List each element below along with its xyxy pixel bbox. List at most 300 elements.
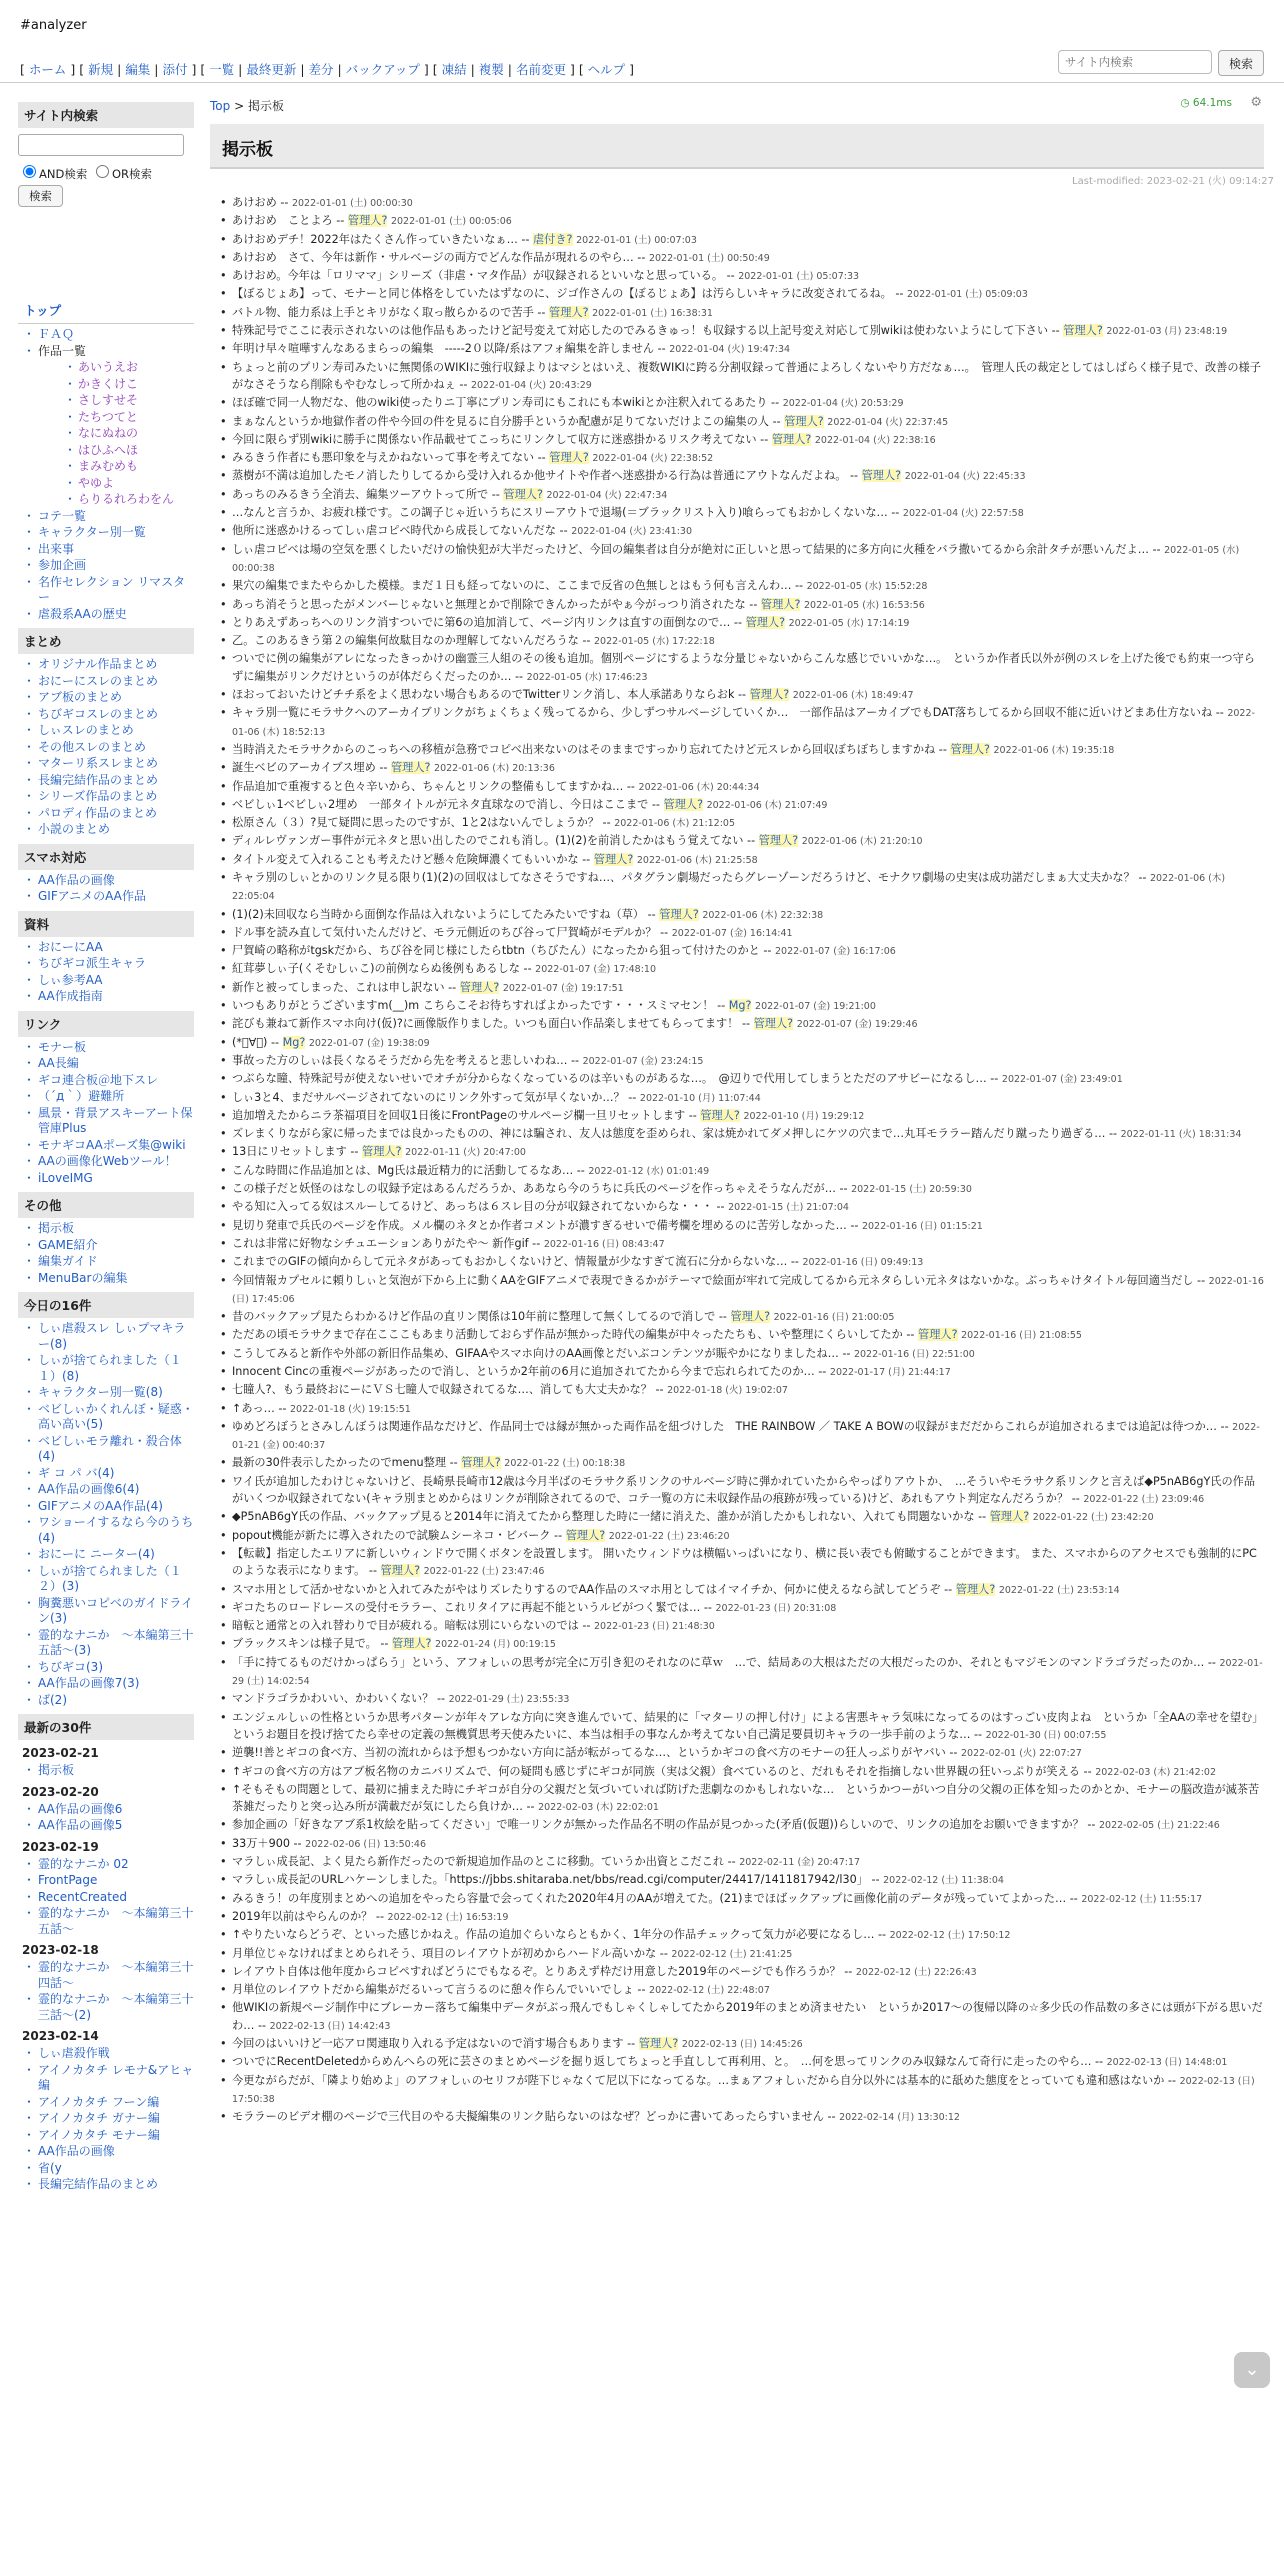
comment-date: 2022-01-29 (土) 23:55:33: [448, 1694, 570, 1706]
sidebar-item[interactable]: ・ ＦＡＱ: [18, 327, 194, 343]
comment-item: • 「手に持てるものだけかっぱらう」という、アフォしぃの思考が完全に万引き犯のそれなのに草ｗ …で、結局あの大根はただの大根だったのか、それともマジモンのマンドラゴラだったのか… -- 2022-01-29 (土) 14:02:54: [210, 1654, 1264, 1691]
sidebar-section-list: [18, 940, 194, 1005]
comment-text: あけおめ さて、今年は新作・サルベージの両方でどんな作品が現れるのやら…: [232, 250, 634, 264]
page-title-bar: [210, 124, 1264, 169]
comment-date: 2022-01-04 (火) 22:38:52: [592, 453, 714, 465]
comment-text: 松原さん（３）?見て疑問に思ったのですが、1と2はないんでしょうか？: [232, 816, 599, 830]
comment-text: ↑ギコの食べ方の方はアブ板名物のカニバリズムで、何の疑問も感じずにギコが同族（実は父親）食べているのと、だれもそれを指摘しない世界観の狂いっぷりが笑える: [232, 1764, 1080, 1778]
comment-author[interactable]: 管理人?: [549, 305, 589, 319]
nav-link[interactable]: ホーム: [28, 62, 67, 77]
comment-date: 2022-01-22 (土) 23:46:20: [608, 1530, 730, 1542]
top-search: [1058, 50, 1264, 76]
comment-text: 七瞳人?、もう最終おにーにＶＳ七瞳人で収録されてるな…、消しても大丈夫かな？: [232, 1383, 652, 1397]
recent-link[interactable]: ・ 霊的なナニか ～本編第三十四話～: [18, 1960, 194, 1991]
comment-date: 2022-01-17 (月) 21:44:17: [829, 1367, 951, 1378]
nav-link[interactable]: 最終更新: [246, 62, 297, 77]
comment-item: • 今回に限らず別wikiに勝手に関係ない作品載せてこっちにリンクして収方に迷惑掛かるリスク考えてない -- 管理人? 2022-01-04 (火) 22:38:16: [210, 431, 1264, 449]
comment-date: 2022-01-06 (木) 22:05:04: [232, 872, 1226, 903]
sidebar-link[interactable]: ・ パロディ作品のまとめ: [18, 806, 194, 822]
sidebar-item: ・ 作品一覧: [18, 344, 194, 360]
breadcrumb: [210, 97, 284, 114]
sidebar-item[interactable]: ・ かきくけこ: [18, 377, 194, 393]
comment-item: • ↑ギコの食べ方の方はアブ板名物のカニバリズムで、何の疑問も感じずにギコが同族（実は父親）食べているのと、だれもそれを指摘しない世界観の狂いっぷりが笑える -- 2022-02-03 (木) 21:42:02: [210, 1763, 1264, 1781]
comment-date: 2022-01-07 (金) 19:17:51: [502, 982, 624, 994]
sidebar-link[interactable]: ・ ベビしぃモラ離れ・殺合体(4): [18, 1434, 194, 1465]
comment-date: 2022-02-03 (木) 22:02:01: [538, 1802, 659, 1814]
sidebar-section-heading: その他: [18, 1192, 194, 1218]
comment-author[interactable]: 管理人?: [1063, 324, 1103, 338]
nav-link[interactable]: 添付: [162, 62, 188, 77]
comment-date: 2022-02-12 (土) 11:38:04: [883, 1875, 1004, 1887]
scroll-to-top-button[interactable]: [1234, 2352, 1270, 2388]
comment-item: • しぃ3と4、まだサルベージされてないのにリンク外すって気が早くないか…？ -- 2022-01-10 (月) 11:07:44: [210, 1089, 1264, 1107]
comment-item: • 今更ながらだが、「隣より始めよ」のアフォしぃのセリフが陛下じゃなくて尼以下になってるな。…まぁアフォしぃだから自分以外には基本的に舐めた態度をとっていても違和感はないか -- 2022-02-13 (日) 17:50:38: [210, 2072, 1264, 2109]
clock-icon: ◷: [1180, 97, 1190, 109]
sidebar-link[interactable]: ・ ワショーイするなら今のうち(4): [18, 1515, 194, 1546]
sidebar-link[interactable]: ・ しぃ虐殺スレ しぃプマキラー(8): [18, 1321, 194, 1352]
comment-author[interactable]: Mg?: [728, 999, 752, 1013]
top-search-input[interactable]: [1058, 50, 1212, 74]
recent-link[interactable]: ・ しぃ虐殺作戦: [18, 2046, 194, 2062]
comment-author[interactable]: 管理人?: [663, 797, 704, 811]
comment-author[interactable]: 管理人?: [549, 451, 589, 465]
comment-item: • あけおめ -- 2022-01-01 (土) 00:00:30: [210, 194, 1264, 212]
comment-author[interactable]: 管理人?: [760, 597, 801, 611]
nav-link[interactable]: ヘルプ: [587, 62, 626, 77]
comment-text: あっち消そうと思ったがメンバーじゃないと無理とかで削除できんかったがやぁ今がっつり消されたな: [232, 597, 746, 611]
comment-text: まぁなんというか地獄作者の件や今回の件を見るに自分勝手というか配慮が足りてないだけよこの編集の人: [232, 414, 770, 428]
comment-author[interactable]: 管理人?: [784, 414, 824, 428]
sidebar-item[interactable]: ・ なにぬねの: [18, 426, 194, 442]
nav-link[interactable]: 一覧: [209, 62, 235, 77]
nav-group: [ 新規 | 編集 | 添付 ]: [79, 62, 197, 77]
recent-link[interactable]: ・ 霊的なナニか ～本編第三十五話～: [18, 1906, 194, 1937]
comment-item: • 暗転と通常との入れ替わりで目が疲れる。暗転は別にいらないのでは -- 2022-01-23 (日) 21:48:30: [210, 1617, 1264, 1635]
comment-author[interactable]: 管理人?: [861, 469, 902, 483]
sidebar-link[interactable]: ・ その他スレのまとめ: [18, 740, 194, 756]
comment-date: 2022-01-29 (土) 14:02:54: [232, 1657, 1263, 1688]
comment-item: • 昔のバックアップ見たらわかるけど作品の直リン関係は10年前に整理して無くしてるので消しで -- 管理人? 2022-01-16 (日) 21:00:05: [210, 1308, 1264, 1326]
comment-author[interactable]: 虐付き?: [532, 232, 573, 246]
nav-link[interactable]: 編集: [125, 62, 151, 77]
comment-text: マンドラゴラかわいい、かわいくない？: [232, 1692, 434, 1706]
breadcrumb-top-link[interactable]: Top: [210, 99, 231, 113]
comment-date: 2022-01-16 (日) 22:51:00: [853, 1348, 975, 1360]
sidebar-link[interactable]: ・ モナー板: [18, 1040, 194, 1056]
comment-item: • ちょっと前のプリン寿司みたいに無関係のWIKIに強行収録よりはマシとはいえ、複数WIKIに跨る分割収録って普通によろしくないやり方だなぁ…。 管理人氏の裁定としてはしばらく様子見で、改善の様子がなさそうなら削除もやむなしって所かねぇ -- 2022-01-04 (火) 20:43:29: [210, 359, 1264, 395]
comment-item: • 逆襲!!善とギコの食べ方、当初の流れからは予想もつかない方向に話が転がってるな…、というかギコの食べ方のモナーの狂人っぷりがヤバい -- 2022-02-01 (火) 22:07:27: [210, 1744, 1264, 1762]
sidebar-search-button[interactable]: 検索: [18, 185, 63, 207]
sidebar-item[interactable]: ・ まみむめも: [18, 459, 194, 475]
comment-item: • 蒸樹が不満は追加したモノ消したりしてるから受け入れるか他サイトや作者へ迷惑掛かる行為は普通にアウトなんだよね。 -- 管理人? 2022-01-04 (火) 22:45:33: [210, 467, 1264, 485]
chevron-down-icon: ⌄: [1244, 2359, 1260, 2380]
comment-item: • ドル事を読み直して気付いたんだけど、モラ元側近のちび谷って尸賀崎がモデルか？ -- 2022-01-07 (金) 16:14:41: [210, 924, 1264, 942]
comment-author[interactable]: 管理人?: [700, 1108, 740, 1122]
comment-date: 2022-01-04 (火) 20:43:29: [470, 379, 592, 391]
comment-date: 2022-01-16 (日) 21:08:55: [961, 1330, 1082, 1342]
nav-link[interactable]: 複製: [478, 62, 504, 77]
comment-author[interactable]: 管理人?: [390, 761, 431, 775]
comment-date: 2022-01-07 (金) 17:48:10: [535, 964, 657, 976]
recent-list: [18, 1763, 194, 1779]
sidebar-link[interactable]: ・ ギ コ パ バ(4): [18, 1466, 194, 1482]
comment-author[interactable]: 管理人?: [461, 1456, 501, 1470]
comment-item: • ゆめどろぼうとさみしんぼうは関連作品なだけど、作品同士では縁が無かった両作品を紐づけした THE RAINBOW ／ TAKE A BOWの収録がまだだからこれらが追加されるまでは追記は待つか… -- 2022-01-21 (金) 00:40:37: [210, 1418, 1264, 1455]
sidebar-link[interactable]: ・ しぃ参考AA: [18, 973, 194, 989]
sidebar-sections: [18, 628, 194, 1740]
sidebar-section-heading: 資料: [18, 911, 194, 937]
comment-author[interactable]: 管理人?: [593, 852, 634, 866]
sidebar-top-items: [18, 327, 194, 622]
sidebar-link[interactable]: ・ AAの画像化Webツール！: [18, 1154, 194, 1170]
sidebar-item[interactable]: ・ 出来事: [18, 542, 194, 558]
comment-item: • 今回のはいいけど一応アロ関連取り入れる予定はないので消す場合もあります -- 管理人? 2022-02-13 (日) 14:45:26: [210, 2035, 1264, 2053]
comment-item: • (*ﾟ∀ﾟ) -- Mg? 2022-01-07 (金) 19:38:09: [210, 1034, 1264, 1052]
comment-author[interactable]: 管理人?: [503, 487, 543, 501]
comment-date: 2022-01-05 (水) 17:14:19: [788, 617, 910, 629]
comment-author[interactable]: 管理人?: [753, 1017, 794, 1031]
comment-date: 2022-01-22 (土) 23:47:46: [423, 1566, 545, 1578]
recent-link[interactable]: ・ 省(y: [18, 2161, 194, 2177]
sidebar-search-input[interactable]: [18, 134, 184, 156]
and-search-radio[interactable]: [23, 165, 36, 178]
comment-text: ズレまくりながら家に帰ったまでは良かったものの、神には騙され、友人は態度を歪められ、家は焼かれてダメ押しにケツの穴まで…丸耳モララー踏んだり蹴ったり過ぎる…: [232, 1127, 1106, 1141]
render-time: [1180, 97, 1232, 109]
comment-text: 「手に持てるものだけかっぱらう」という、アフォしぃの思考が完全に万引き犯のそれなのに草ｗ …で、結局あの大根はただの大根だったのか、それともマジモンのマンドラゴラだったのか…: [232, 1655, 1205, 1669]
recent-link[interactable]: ・ 掲示板: [18, 1763, 194, 1779]
sidebar-link[interactable]: ・ GIFアニメのAA作品: [18, 889, 194, 905]
sidebar-item[interactable]: ・ たちつてと: [18, 410, 194, 426]
sidebar-item[interactable]: ・ 名作セレクション リマスター: [18, 575, 194, 606]
comment-text: キャラ別のしぃとかのリンク見る限り(1)(2)の回収はしてなさそうですね…、パタグラン劇場だったらグレーゾーンだろうけど、モナクワ劇場の史実は成功諾だしまぁ大丈夫かな？: [232, 870, 1135, 884]
comment-date: 2022-01-21 (金) 00:40:37: [232, 1421, 1260, 1452]
comment-text: ワイ氏が追加したわけじゃないけど、長崎県長崎市12歳は今月半ばのモラサク系リンクのサルベージ時に弾かれていたからやっぱりアウトか、 …そういやモラサク系リンクと言えば◆P5nAB6gY氏の作品がいくつか収録されてない(キャラ別まとめからはリンクが削除されてるので、コテ一覧の方に未収録作品の痕跡が残っている)けど、あれもアウト判定なんだろうか？: [232, 1474, 1256, 1506]
comment-item: • とりあえずあっちへのリンク消すついでに第6の追加消して、ページ内リンクは直すの面倒なので… -- 管理人? 2022-01-05 (水) 17:14:19: [210, 614, 1264, 632]
nav-link[interactable]: 名前変更: [515, 62, 566, 77]
comment-item: • いつもありがとうございますm(__)m こちらこそお待ちすればよかったです・・・スミマセン！ -- Mg? 2022-01-07 (金) 19:21:00: [210, 997, 1264, 1015]
sidebar-link[interactable]: ・ 霊的なナニか ～本編第三十五話～(3): [18, 1628, 194, 1659]
comment-text: ブラックスキンは様子見で。: [232, 1637, 377, 1651]
comment-text: 事故った方のしぃは長くなるそうだから先を考えると悲しいわね…: [232, 1053, 568, 1067]
recent-link[interactable]: ・ FrontPage: [18, 1873, 194, 1889]
recent-list: [18, 1857, 194, 1938]
comment-date: 2022-01-04 (火) 22:38:16: [814, 434, 936, 446]
comment-date: 2022-01-15 (土) 21:07:04: [728, 1202, 849, 1214]
nav-group: [ ホーム ]: [20, 62, 76, 77]
comment-text: キャラ別一覧にモラサクへのアーカイブリンクがちょくちょく残ってるから、少しずつサルベージしていくか… 一部作品はアーカイブでもDAT落ちしてるから回収不能に近いけどまあ仕方ないね: [232, 706, 1213, 720]
sidebar-link[interactable]: ・ おにーにスレのまとめ: [18, 674, 194, 690]
comment-date: 2022-01-04 (火) 23:41:30: [571, 526, 693, 538]
comment-date: 2022-01-16 (日) 01:15:21: [861, 1220, 983, 1232]
comment-text: 今回に限らず別wikiに勝手に関係ない作品載せてこっちにリンクして収方に迷惑掛かるリスク考えてない: [232, 432, 757, 446]
recent-date: 2023-02-14: [22, 2029, 99, 2043]
sidebar-item[interactable]: ・ らりるれろわをん: [18, 492, 194, 508]
comment-date: 2022-01-04 (火) 22:57:58: [902, 508, 1024, 520]
comment-text: ゆめどろぼうとさみしんぼうは関連作品なだけど、作品同士では縁が無かった両作品を紐づけした THE RAINBOW ／ TAKE A BOWの収録がまだだからこれらが追加されるまでは追記は待つか…: [232, 1419, 1217, 1433]
sidebar-section-list: [18, 1221, 194, 1286]
comment-text: 暗転と通常との入れ替わりで目が疲れる。暗転は別にいらないのでは: [232, 1619, 579, 1633]
sidebar-link[interactable]: ・ オリジナル作品まとめ: [18, 657, 194, 673]
comment-text: 追加増えたからニラ茶福項目を回収1日後にFrontPageのサルページ欄一旦リセットします: [232, 1108, 686, 1122]
comment-item: • ディルレヴァンガー事件が元ネタと思い出したのでこれも消し。(1)(2)を前消したかはもう覚えてない -- 管理人? 2022-01-06 (木) 21:20:10: [210, 832, 1264, 850]
sidebar-link[interactable]: ・ AA作成指南: [18, 989, 194, 1005]
sidebar-link[interactable]: ・ （´д｀）避難所: [18, 1089, 194, 1105]
sidebar-link[interactable]: ・ アブ板のまとめ: [18, 690, 194, 706]
comment-item: • 誕生ベビのアーカイブス埋め -- 管理人? 2022-01-06 (木) 20:13:36: [210, 759, 1264, 777]
comment-date: 2022-01-01 (土) 00:00:30: [291, 198, 413, 209]
nav-link[interactable]: 差分: [308, 62, 334, 77]
recent-link[interactable]: ・ AA作品の画像: [18, 2144, 194, 2160]
comment-text: ↑そもそもの問題として、最初に捕まえた時にチギコが自分の父親だと気づいていれば防げた悲劇なのかもしれないな… というかつーがいつ自分の父親の正体を知ったのかとか、モナーの脳改造が滅茶苦茶雑だったりと突っ込み所が満載だが気にしたら負けか…: [232, 1782, 1260, 1814]
sidebar-item[interactable]: ・ コテ一覧: [18, 509, 194, 525]
comment-author[interactable]: 管理人?: [955, 1582, 996, 1596]
comment-text: エンジェルしぃの性格というか思考パターンが年々アレな方向に突き進んでいて、結果的に「マターリの押し付け」による害悪キャラ気味になってるのはすっごい皮肉よね というか「全AAの幸せを望む」というお題目を投げ捨てたら幸せの定義の無機質思考天使みたいに、本当は相手の事なんか考えてない自己満足要員切キャラの一歩手前のような…: [232, 1710, 1264, 1741]
comment-text: 【ぼるじょあ】って、モナーと同じ体格をしていたはずなのに、ジゴ作さんの【ぼるじょあ】は汚らしいキャラに改変されてるね。: [232, 287, 892, 301]
comment-author[interactable]: Mg?: [282, 1035, 306, 1049]
comment-date: 2022-02-05 (土) 21:22:46: [1098, 1820, 1220, 1832]
comment-date: 2022-01-05 (水) 17:22:18: [594, 636, 715, 648]
sidebar-link[interactable]: ・ AA作品の画像7(3): [18, 1676, 194, 1692]
comment-text: 蒸樹が不満は追加したモノ消したりしてるから受け入れるか他サイトや作者へ迷惑掛かる行為は普通にアウトなんだよね。: [232, 469, 847, 483]
sidebar-link[interactable]: ・ ちびギコスレのまとめ: [18, 707, 194, 723]
comment-item: • 七瞳人?、もう最終おにーにＶＳ七瞳人で収録されてるな…、消しても大丈夫かな？ -- 2022-01-18 (火) 19:02:07: [210, 1381, 1264, 1399]
comment-item: • まぁなんというか地獄作者の件や今回の件を見るに自分勝手というか配慮が足りてないだけよこの編集の人 -- 管理人? 2022-01-04 (火) 22:37:45: [210, 413, 1264, 431]
sidebar-link[interactable]: ・ 長編完結作品のまとめ: [18, 773, 194, 789]
comment-author[interactable]: 管理人?: [391, 1637, 432, 1651]
comment-text: スマホ用として活かせないかと入れてみたがやはりズレたりするのでAA作品のスマホ用としてはイマイチか、何かに使えるなら試してどうぞ: [232, 1582, 941, 1596]
nav-link[interactable]: 新規: [88, 62, 114, 77]
comment-date: 2022-02-12 (土) 22:26:43: [855, 1966, 977, 1978]
recent-list: [18, 2046, 194, 2193]
comment-date: 2022-02-01 (火) 22:07:27: [960, 1748, 1082, 1760]
comment-date: 2022-02-13 (日) 14:45:26: [681, 2038, 803, 2050]
sidebar-link[interactable]: ・ MenuBarの編集: [18, 1271, 194, 1287]
comment-author[interactable]: 管理人?: [659, 907, 699, 921]
comment-text: 【転載】指定したエリアに新しいウィンドウで開くボタンを設置します。 開いたウィンドウは横幅いっぱいになり、横に長い表でも俯瞰することができます。 また、スマホからのアクセスでも強制的にPCのような表示になります。: [232, 1546, 1257, 1578]
comment-date: 2022-01-11 (火) 20:47:00: [405, 1147, 526, 1159]
comment-item: • エンジェルしぃの性格というか思考パターンが年々アレな方向に突き進んでいて、結果的に「マターリの押し付け」による害悪キャラ気味になってるのはすっごい皮肉よね というか「全AAの幸せを望む」というお題目を投げ捨てたら幸せの定義の無機質思考天使みたいに、本当は相手の事なんか考えてない自己満足要員切キャラの一歩手前のような… -- 2022-01-30 (日) 00:07:55: [210, 1709, 1264, 1745]
comment-text: つぶらな瞳、特殊記号が使えないせいでオチが分からなくなっているのは辛いものがあるな…。 @辺りで代用してしまうとただのアサビーになるし…: [232, 1072, 987, 1086]
recent-link[interactable]: ・ アイノカタチ レモナ&アヒャ編: [18, 2063, 194, 2094]
comment-author[interactable]: 管理人?: [749, 688, 790, 702]
nav-group: [ ヘルプ ]: [578, 62, 635, 77]
comment-item: • 追加増えたからニラ茶福項目を回収1日後にFrontPageのサルページ欄一旦リセットします -- 管理人? 2022-01-10 (月) 19:29:12: [210, 1107, 1264, 1125]
comment-author[interactable]: 管理人?: [347, 214, 388, 228]
sidebar-link[interactable]: ・ シリーズ作品のまとめ: [18, 789, 194, 805]
recent-link[interactable]: ・ 霊的なナニか 02: [18, 1857, 194, 1873]
comment-date: 2022-01-01 (土) 05:09:03: [907, 289, 1028, 301]
comment-author[interactable]: 管理人?: [918, 1328, 958, 1342]
sidebar-item[interactable]: ・ あいうえお: [18, 360, 194, 376]
comment-item: • あっち消そうと思ったがメンバーじゃないと無理とかで削除できんかったがやぁ今がっつり消されたな -- 管理人? 2022-01-05 (水) 16:53:56: [210, 596, 1264, 614]
comment-text: ベビしぃ1ベビしぃ2埋め 一部タイトルが元ネタ直球なので消し、今日はここまで: [232, 797, 649, 811]
comment-date: 2022-01-07 (金) 19:38:09: [308, 1037, 430, 1049]
comment-date: 2022-02-12 (土) 22:48:07: [649, 1985, 770, 1997]
sidebar-section-list: [18, 873, 194, 905]
sidebar-section-list: [18, 1321, 194, 1708]
sidebar-link[interactable]: ・ ば(2): [18, 1693, 194, 1709]
comment-author[interactable]: 管理人?: [745, 615, 786, 629]
sidebar-link[interactable]: ・ ベビしぃかくれんぼ・疑惑・高い高い(5): [18, 1402, 194, 1433]
nav-link[interactable]: バックアップ: [345, 62, 420, 77]
recent-link[interactable]: ・ 長編完結作品のまとめ: [18, 2177, 194, 2193]
comment-item: • 事故った方のしぃは長くなるそうだから先を考えると悲しいわね… -- 2022-01-07 (金) 23:24:15: [210, 1052, 1264, 1070]
comment-author[interactable]: 管理人?: [362, 1145, 402, 1159]
sidebar-link[interactable]: ・ 小説のまとめ: [18, 822, 194, 838]
comment-author[interactable]: 管理人?: [459, 980, 500, 994]
comment-item: • 【転載】指定したエリアに新しいウィンドウで開くボタンを設置します。 開いたウィンドウは横幅いっぱいになり、横に長い表でも俯瞰することができます。 また、スマホからのアクセスでも強制的にPCのような表示になります。 -- 管理人? 2022-01-22 (土) 23:47:46: [210, 1545, 1264, 1581]
comment-item: • この様子だと妖怪のはなしの収録予定はあるんだろうか、ああなら今のうちに兵氏のページを作っちゃえそうなんだが… -- 2022-01-15 (土) 20:59:30: [210, 1180, 1264, 1198]
recent-link[interactable]: ・ アイノカタチ フーン編: [18, 2095, 194, 2111]
comment-author[interactable]: 管理人?: [989, 1510, 1030, 1524]
recent-date: 2023-02-18: [22, 1943, 99, 1957]
comment-text: マラしぃ成長記のURLハケーンしました。「https://jbbs.shitaraba.net/bbs/read.cgi/computer/24417/1411817942/l30」: [232, 1873, 868, 1887]
comment-item: • ただあの頃モラサクまで存在こここもあまり活動しておらず作品が無かった時代の編集が中々ったたちも、いや整理にくらいしてたか -- 管理人? 2022-01-16 (日) 21:08:55: [210, 1326, 1264, 1344]
comment-author[interactable]: 管理人?: [380, 1564, 421, 1578]
top-search-button[interactable]: 検索: [1218, 50, 1264, 76]
sidebar-link[interactable]: ・ しぃが捨てられました（１１）(8): [18, 1353, 194, 1384]
comment-date: 2022-02-12 (土) 16:53:19: [387, 1911, 509, 1923]
sidebar-link[interactable]: ・ しぃが捨てられました（１２）(3): [18, 1564, 194, 1595]
sidebar-link[interactable]: ・ おにーにAA: [18, 940, 194, 956]
sidebar-link[interactable]: ・ おにーに ニーター(4): [18, 1547, 194, 1563]
comment-item: • 特殊記号でここに表示されないのは他作品もあったけど記号変えて対応したのでみるきゅっ！も収録する以上記号変え対応して別wikiは使わないようにして下さい -- 管理人? 2022-01-03 (月) 23:48:19: [210, 322, 1264, 340]
comment-text: 2019年以前はやらんのか？: [232, 1909, 373, 1923]
comment-text: いつもありがとうございますm(__)m こちらこそお待ちすればよかったです・・・スミマセン！: [232, 999, 714, 1013]
comment-item: • キャラ別一覧にモラサクへのアーカイブリンクがちょくちょく残ってるから、少しずつサルベージしていくか… 一部作品はアーカイブでもDAT落ちしてるから回収不能に近いけどまあ仕方ないね -- 2022-01-06 (木) 18:52:13: [210, 704, 1264, 741]
comment-text: やる知に入ってる奴はスルーしてるけど、あっちは６スレ目の分が収録されてないからな・・・: [232, 1200, 713, 1214]
sidebar-link[interactable]: ・ AA作品の画像6(4): [18, 1482, 194, 1498]
sidebar-section-heading: 最新の30件: [18, 1714, 194, 1740]
comment-date: 2022-01-01 (土) 00:50:49: [648, 252, 770, 264]
comment-date: 2022-01-04 (火) 19:47:34: [669, 344, 791, 356]
comment-author[interactable]: 管理人?: [950, 742, 990, 756]
comment-date: 2022-01-07 (金) 23:49:01: [1001, 1074, 1123, 1086]
sidebar: [18, 96, 194, 2197]
comment-date: 2022-01-06 (木) 21:20:10: [801, 836, 923, 848]
recent-date: 2023-02-20: [22, 1784, 99, 1799]
sidebar-link[interactable]: ・ 掲示板: [18, 1221, 194, 1237]
comment-text: 紅茸夢しぃ子(くそむしぃこ)の前例ならぬ後例もあるしな: [232, 962, 520, 976]
comment-text: しぃ虐コピベは場の空気を悪くしたいだけの愉快犯が大半だったけど、今回の編集者は自分が絶対に正しいと思って結果的に多方向に火種をバラ撒いてるから余計タチが悪いんだよ…: [232, 542, 1149, 556]
comment-item: • (1)(2)未回収なら当時から面倒な作品は入れないようにしてたみたいですね（草） -- 管理人? 2022-01-06 (木) 22:32:38: [210, 906, 1264, 924]
recent-list: [18, 1802, 194, 1834]
sidebar-link[interactable]: ・ iLoveIMG: [18, 1171, 194, 1187]
sidebar-link[interactable]: ・ 編集ガイド: [18, 1254, 194, 1270]
sidebar-link[interactable]: ・ キャラクター別一覧(8): [18, 1385, 194, 1401]
comment-author[interactable]: 管理人?: [565, 1528, 606, 1542]
sidebar-link[interactable]: ・ 胸糞悪いコピベのガイドライン(3): [18, 1596, 194, 1627]
sidebar-item[interactable]: ・ さしすせそ: [18, 393, 194, 409]
comment-date: 2022-01-06 (木) 21:07:49: [706, 799, 828, 811]
recent-link[interactable]: ・ AA作品の画像5: [18, 1818, 194, 1834]
recent-link[interactable]: ・ RecentCreated: [18, 1890, 194, 1906]
comment-item: • ギコたちのロードレースの受付モララー、これリタイアに再起不能というルビがつく緊では… -- 2022-01-23 (日) 20:31:08: [210, 1599, 1264, 1617]
comment-text: ほぼ確で同一人物だな、他のwiki使ったりニ丁寧にプリン寿司にもこれにも本wikiとか注釈入れてるあたり: [232, 396, 768, 410]
comment-text: ついでに例の編集がアレになったきっかけの幽霊三人組のその後も追加。個別ページにするような分量じゃないからこんな感じでいいかな…。 というか作者氏以外が例のスレを上げた後でも約束一つ守らずに編集がリンクだけというのが体だらくだったのか…: [232, 652, 1255, 683]
sidebar-top-link[interactable]: トップ: [18, 297, 194, 324]
recent-link[interactable]: ・ アイノカタチ ガナー編: [18, 2111, 194, 2127]
comment-text: ◆P5nAB6gY氏の作品、バックアップ見ると2014年に消えてたから整理した時に一緒に消えた、誰かが消したかもしれない、入れても問題ないかな: [232, 1510, 975, 1524]
sidebar-recent: [18, 1746, 194, 2193]
gear-icon[interactable]: ⚙: [1250, 95, 1262, 110]
comment-date: 2022-01-07 (金) 23:24:15: [582, 1055, 704, 1067]
comment-date: 2022-01-15 (土) 20:59:30: [851, 1184, 972, 1196]
comment-text: レイアウト自体は他年度からコピペすればどうにでもなるぞ。とりあえず枠だけ用意した2019年のページでも作ろうか？: [232, 1964, 841, 1978]
sidebar-link[interactable]: ・ ギコ連合板＠地下スレ: [18, 1073, 194, 1089]
comment-text: 逆襲!!善とギコの食べ方、当初の流れからは予想もつかない方向に話が転がってるな…、というかギコの食べ方のモナーの狂人っぷりがヤバい: [232, 1746, 946, 1760]
comment-text: 尸賀崎の略称がtgskだから、ちび谷を同じ様にしたらtbtn（ちびたん）になったから狙って付けたのかと: [232, 944, 760, 958]
sidebar-link[interactable]: ・ GAME紹介: [18, 1238, 194, 1254]
comment-item: • ↑そもそもの問題として、最初に捕まえた時にチギコが自分の父親だと気づいていれば防げた悲劇なのかもしれないな… というかつーがいつ自分の父親の正体を知ったのかとか、モナーの脳改造が滅茶苦茶雑だったりと突っ込み所が満載だが気にしたら負けか… -- 2022-02-03 (木) 22:02:01: [210, 1781, 1264, 1817]
comment-date: 2022-02-13 (日) 14:48:01: [1106, 2057, 1228, 2069]
comment-item: • モララーのビデオ棚のページで三代目のやる夫擬編集のリンク貼らないのはなぜ？どっかに書いてあったらすいません -- 2022-02-14 (月) 13:30:12: [210, 2108, 1264, 2126]
comment-author[interactable]: 管理人?: [730, 1310, 771, 1324]
sidebar-link[interactable]: ・ マターリ系スレまとめ: [18, 756, 194, 772]
comment-text: 誕生ベビのアーカイブス埋め: [232, 761, 376, 775]
comment-item: • 新作と被ってしまった、これは申し訳ない -- 管理人? 2022-01-07 (金) 19:17:51: [210, 979, 1264, 997]
sidebar-item[interactable]: ・ 参加企画: [18, 558, 194, 574]
comment-author[interactable]: 管理人?: [638, 2036, 679, 2050]
comment-text: モララーのビデオ棚のページで三代目のやる夫擬編集のリンク貼らないのはなぜ？どっかに書いてあったらすいません: [232, 2110, 824, 2124]
comment-date: 2022-02-12 (土) 21:41:25: [671, 1948, 793, 1960]
comment-date: 2022-01-04 (火) 22:45:33: [904, 471, 1026, 483]
sidebar-link[interactable]: ・ AA作品の画像: [18, 873, 194, 889]
comment-item: • これまでのGIFの傾向からして元ネタがあってもおかしくないけど、情報量が少なすぎて流石に分からないな… -- 2022-01-16 (日) 09:49:13: [210, 1253, 1264, 1271]
recent-link[interactable]: ・ 霊的なナニか ～本編第三十三話～(2): [18, 1992, 194, 2023]
page-title: 掲示板: [222, 140, 273, 160]
comment-text: あけおめ ことよろ: [232, 214, 333, 228]
comment-author[interactable]: 管理人?: [758, 834, 799, 848]
recent-link[interactable]: ・ アイノカタチ モナー編: [18, 2128, 194, 2144]
comment-item: • ついでに例の編集がアレになったきっかけの幽霊三人組のその後も追加。個別ページにするような分量じゃないからこんな感じでいいかな…。 というか作者氏以外が例のスレを上げた後でも約束一つ守らずに編集がリンクだけというのが体だらくだったのか… -- 2022-01-05 (水) 17:46:23: [210, 650, 1264, 686]
sidebar-item[interactable]: ・ やゆよ: [18, 476, 194, 492]
sidebar-item[interactable]: ・ キャラクター別一覧: [18, 525, 194, 541]
comment-item: • 33万＋900 -- 2022-02-06 (日) 13:50:46: [210, 1835, 1264, 1853]
sidebar-link[interactable]: ・ ちびギコ派生キャラ: [18, 956, 194, 972]
comment-author[interactable]: 管理人?: [771, 432, 812, 446]
sidebar-link[interactable]: ・ しぃスレのまとめ: [18, 723, 194, 739]
comment-date: 2022-01-05 (水) 16:53:56: [804, 599, 925, 611]
recent-link[interactable]: ・ AA作品の画像6: [18, 1802, 194, 1818]
sidebar-link[interactable]: ・ AA長編: [18, 1056, 194, 1072]
comment-text: 13日にリセットします: [232, 1145, 347, 1159]
comment-date: 2022-01-07 (金) 16:14:41: [671, 927, 793, 939]
comment-item: • 今回情報カプセルに頼りしぃと気泡が下から上に動くAAをGIFアニメで表現できるかがテーマで絵面が牢れて完成してるから元ネタらしい元ネタはないかな。ぶっちゃけタイトル毎回適当だし -- 2022-01-16 (日) 17:45:06: [210, 1272, 1264, 1309]
comment-text: 他所に迷惑かけるってしぃ虐コピベ時代から成長してないんだな: [232, 524, 556, 538]
comment-text: あけおめ: [232, 196, 277, 209]
comment-date: 2022-01-16 (日) 08:43:47: [543, 1238, 665, 1250]
nav-link[interactable]: 凍結: [441, 62, 467, 77]
sidebar-section-heading: リンク: [18, 1011, 194, 1037]
sidebar-link[interactable]: ・ GIFアニメのAA作品(4): [18, 1499, 194, 1515]
comment-text: (1)(2)未回収なら当時から面倒な作品は入れないようにしてたみたいですね（草）: [232, 907, 645, 921]
comment-text: 参加企画の「好きなアブ系1枚絵を貼ってください」で唯一リンクが無かった作品名不明の作品が見つかった(矛盾(仮題))らしいので、リンクの追加をお願いできますか？: [232, 1818, 1084, 1832]
sidebar-link[interactable]: ・ ちびギコ(3): [18, 1660, 194, 1676]
sidebar-item[interactable]: ・ 虐殺系AAの歴史: [18, 607, 194, 623]
sidebar-link[interactable]: ・ 風景・背景アスキーアート保管庫Plus: [18, 1106, 194, 1137]
comment-text: この様子だと妖怪のはなしの収録予定はあるんだろうか、ああなら今のうちに兵氏のページを作っちゃえそうなんだが…: [232, 1182, 836, 1196]
or-search-radio[interactable]: [96, 165, 109, 178]
comment-date: 2022-01-07 (金) 19:29:46: [796, 1019, 918, 1031]
sidebar-item[interactable]: ・ はひふへほ: [18, 443, 194, 459]
comment-item: • ↑あっ… -- 2022-01-18 (火) 19:15:51: [210, 1400, 1264, 1418]
comment-date: 2022-02-12 (土) 17:50:12: [889, 1930, 1011, 1942]
comment-date: 2022-01-30 (日) 00:07:55: [985, 1729, 1107, 1741]
sidebar-link[interactable]: ・ モナギコAAポーズ集@wiki: [18, 1138, 194, 1154]
comment-text: Innocent Cincの重複ページがあったので消し、というか2年前の6月に追加されてたから今まで忘れられてたのか…: [232, 1365, 815, 1378]
comment-item: • マラしぃ成長記のURLハケーンしました。「https://jbbs.shitaraba.net/bbs/read.cgi/computer/24417/1411817942/l30」 -- 2022-02-12 (土) 11:38:04: [210, 1871, 1264, 1889]
